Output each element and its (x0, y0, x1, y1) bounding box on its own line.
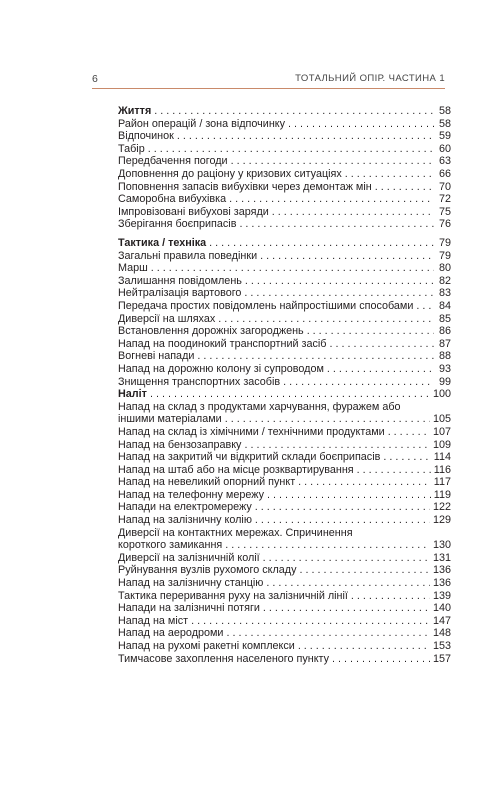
toc-entry-page: 117 (433, 476, 451, 489)
dot-leader (283, 376, 434, 389)
toc-entry-page: 107 (432, 425, 451, 438)
running-title: ТОТАЛЬНИЙ ОПІР. ЧАСТИНА 1 (295, 73, 445, 84)
toc-entry-page: 119 (433, 488, 451, 501)
toc-entry-page: 84 (438, 299, 451, 312)
toc-entry-page: 93 (438, 362, 451, 375)
toc-entry-page: 105 (432, 413, 451, 426)
toc-entry-page: 72 (438, 193, 451, 206)
toc-entry-page: 140 (432, 602, 451, 615)
toc-entry-page: 136 (432, 577, 451, 590)
toc-section-taktyka (118, 237, 451, 665)
dot-leader (191, 615, 430, 628)
toc-entry-page: 75 (438, 205, 451, 218)
toc-entry-title: Напад на склад з продуктами харчування, фуражем або (118, 400, 401, 413)
dot-leader (263, 602, 430, 615)
toc-entry-title: Загальні правила поведінки (118, 249, 258, 262)
header-rule (92, 88, 445, 89)
dot-leader (300, 564, 430, 577)
toc-entry-page: 82 (438, 274, 451, 287)
toc-entry-page: 86 (438, 325, 451, 338)
dot-leader (298, 640, 430, 653)
dot-leader (266, 577, 430, 590)
toc-entry-page: 139 (432, 589, 451, 602)
toc-entry (118, 275, 451, 288)
toc-entry-title: Напад на рухомі ракетні комплекси (118, 640, 295, 652)
toc-entry (118, 350, 451, 363)
toc-entry-title: Тактика переривання руху на залізничній лінії (118, 589, 348, 602)
toc-entry-page: 66 (438, 167, 451, 180)
toc-entry-title: Нейтралізація вартового (118, 287, 242, 300)
dot-leader (148, 143, 434, 156)
toc-entry-title: Знищення транспортних засобів (118, 375, 281, 388)
dot-leader (263, 552, 430, 565)
dot-leader (229, 193, 434, 206)
toc-entry (118, 426, 451, 439)
toc-entry-page: 60 (438, 142, 451, 155)
dot-leader (225, 539, 430, 552)
toc-entry-page: 58 (438, 105, 451, 117)
toc-entry-title: Табір (118, 142, 145, 155)
toc-entry-title: Диверсії на шляхах (118, 312, 216, 325)
toc-entry-page: 122 (432, 501, 451, 514)
toc-entry (118, 413, 451, 426)
toc-entry-title: Наліт (118, 388, 147, 401)
toc-entry-title: Саморобна вибухівка (118, 193, 227, 206)
toc-entry (118, 590, 451, 603)
toc-entry-page: 100 (432, 388, 451, 401)
toc-entry-title: Зберігання боєприпасів (118, 218, 237, 231)
toc-entry (118, 338, 451, 351)
toc-entry (118, 218, 451, 231)
toc-entry (118, 539, 451, 552)
toc-entry (118, 653, 451, 666)
toc-entry (118, 143, 451, 156)
dot-leader (225, 413, 430, 426)
toc-entry-page: 58 (438, 117, 451, 130)
toc-entry-page: 131 (432, 551, 451, 564)
toc-entry-title: Район операцій / зона відпочинку (118, 117, 286, 130)
toc-entry-title: Напад на поодинокий транспортний засіб (118, 337, 327, 350)
dot-leader (226, 627, 430, 640)
toc-entry (118, 501, 451, 514)
toc-entry-page: 83 (438, 287, 451, 300)
toc-entry-page: 80 (438, 262, 451, 275)
dot-leader (351, 590, 430, 603)
toc-entry-page: 114 (433, 451, 451, 464)
toc-entry (118, 168, 451, 181)
toc-entry-title: Диверсії на залізничній колії (118, 551, 260, 564)
toc-entry-title: Тактика / техніка (118, 237, 207, 249)
toc-entry (118, 130, 451, 143)
toc-entry (118, 615, 451, 628)
dot-leader (255, 501, 430, 514)
toc-entry-title: Напад на бензозаправку (118, 438, 242, 451)
toc-entry-title: Поповнення запасів вибухівки через демонтаж мін (118, 180, 372, 193)
toc-entry-title: Тимчасове захоплення населеного пункту (118, 652, 330, 665)
toc-entry-page: 147 (432, 614, 451, 627)
toc-entry (118, 439, 451, 452)
toc-entry (118, 287, 451, 300)
toc-entry-title: Імпровізовані вибухові заряди (118, 205, 269, 218)
toc-entry (118, 206, 451, 219)
dot-leader (329, 338, 434, 351)
toc-entry (118, 552, 451, 565)
toc-entry-page: 153 (432, 640, 451, 652)
toc-entry-title: Напад на склад із хімічними / технічними продуктами (118, 425, 385, 438)
dot-leader (327, 363, 434, 376)
toc-entry (118, 363, 451, 376)
toc-entry (118, 118, 451, 131)
dot-leader (375, 181, 434, 194)
toc-entry-title: Залишання повідомлень (118, 274, 242, 287)
toc-entry (118, 300, 451, 313)
dot-leader (177, 130, 434, 143)
dot-leader (151, 262, 434, 275)
toc-entry-title: Марш (118, 262, 148, 275)
toc-entry (118, 193, 451, 206)
toc-entry-title: Доповнення до раціону у кризових ситуаціях (118, 167, 342, 180)
toc-entry (118, 325, 451, 338)
toc-entry (118, 451, 451, 464)
toc-entry-page: 85 (438, 312, 451, 325)
toc-entry-title: Напади на залізничні потяги (118, 602, 260, 615)
dot-leader (245, 275, 434, 288)
toc-entry-title: Напад на аеродроми (118, 627, 224, 640)
dot-leader (255, 514, 430, 527)
toc-entry-page: 59 (438, 130, 451, 143)
dot-leader (267, 489, 431, 502)
toc-entry-title: Напад на закритий чи відкритий склади боєприпасів (118, 451, 381, 464)
page-number: 6 (92, 73, 98, 85)
toc-entry-page: 88 (438, 350, 451, 363)
dot-leader (388, 426, 430, 439)
toc-entry-page: 87 (438, 337, 451, 350)
dot-leader (244, 439, 430, 452)
toc-entry-page: 79 (438, 237, 451, 249)
dot-leader (197, 350, 434, 363)
toc-entry-page: 116 (433, 463, 451, 476)
toc-entry-title: Вогневі напади (118, 350, 195, 363)
toc-section-heading (118, 105, 451, 118)
toc-entry (118, 564, 451, 577)
dot-leader (383, 451, 430, 464)
toc-entry-page: 157 (432, 652, 451, 665)
toc-entry-page: 99 (438, 375, 451, 388)
toc-entry-page: 130 (432, 539, 451, 552)
toc-entry (118, 181, 451, 194)
toc-entry (118, 577, 451, 590)
toc-entry (118, 627, 451, 640)
toc-entry-page: 109 (432, 438, 451, 451)
toc-entry (118, 388, 451, 401)
dot-leader (239, 218, 434, 231)
dot-leader (357, 464, 431, 477)
toc-entry (118, 489, 451, 502)
toc-section-zhyttia (118, 105, 451, 231)
toc-entry (118, 401, 451, 414)
dot-leader (231, 155, 434, 168)
toc-entry-title: Встановлення дорожніх загороджень (118, 325, 304, 338)
dot-leader (260, 250, 434, 263)
toc-entry-title: Напад на штаб або на місце розквартирування (118, 463, 354, 476)
dot-leader (272, 206, 434, 219)
toc-entry-title: Диверсії на контактних мережах. Спричинення (118, 526, 353, 539)
toc-entry-title: Напад на міст (118, 614, 189, 627)
toc-entry-title: Передбачення погоди (118, 155, 228, 168)
toc-entry-title: Відпочинок (118, 130, 174, 143)
dot-leader (332, 653, 430, 666)
toc-entry-title: Напад на невеликий опорний пункт (118, 476, 296, 489)
dot-leader (288, 118, 434, 131)
toc-entry (118, 250, 451, 263)
toc-entry (118, 464, 451, 477)
dot-leader (244, 287, 434, 300)
toc-entry-title: Напад на залізничну колію (118, 514, 252, 527)
toc-entry-title: Напади на електромережу (118, 501, 252, 514)
toc-entry (118, 514, 451, 527)
toc-entry-page: 79 (438, 249, 451, 262)
dot-leader (307, 325, 434, 338)
dot-leader (218, 313, 434, 326)
dot-leader (209, 237, 434, 250)
toc-entry-page: 70 (438, 180, 451, 193)
toc-entry (118, 376, 451, 389)
toc-entry (118, 262, 451, 275)
dot-leader (345, 168, 434, 181)
toc-entry-title: Передача простих повідомлень найпростішими способами (118, 299, 414, 312)
toc-entry-page: 63 (438, 155, 451, 168)
toc-entry-title: Напад на дорожню колону зі супроводом (118, 362, 324, 375)
dot-leader (416, 300, 434, 313)
toc-entry (118, 476, 451, 489)
dot-leader (298, 476, 431, 489)
toc-entry-page: 76 (438, 218, 451, 231)
toc-entry-page: 148 (432, 627, 451, 640)
toc-section-heading (118, 237, 451, 250)
toc-entry (118, 527, 451, 540)
dot-leader (150, 388, 430, 401)
toc-entry-page: 129 (432, 514, 451, 527)
toc-entry (118, 313, 451, 326)
toc-entry-title: короткого замикання (118, 539, 223, 552)
dot-leader (154, 105, 434, 118)
toc-entry-title: іншими матеріалами (118, 413, 222, 426)
toc-entry-title: Руйнування вузлів рухомого складу (118, 564, 297, 577)
toc-entry-title: Напад на телефонну мережу (118, 488, 264, 501)
toc-entry-title: Напад на залізничну станцію (118, 577, 264, 590)
toc-entry-title: Життя (118, 105, 152, 117)
toc-entry (118, 155, 451, 168)
toc-entry (118, 602, 451, 615)
toc-entry (118, 640, 451, 653)
toc-entry-page: 136 (432, 564, 451, 577)
